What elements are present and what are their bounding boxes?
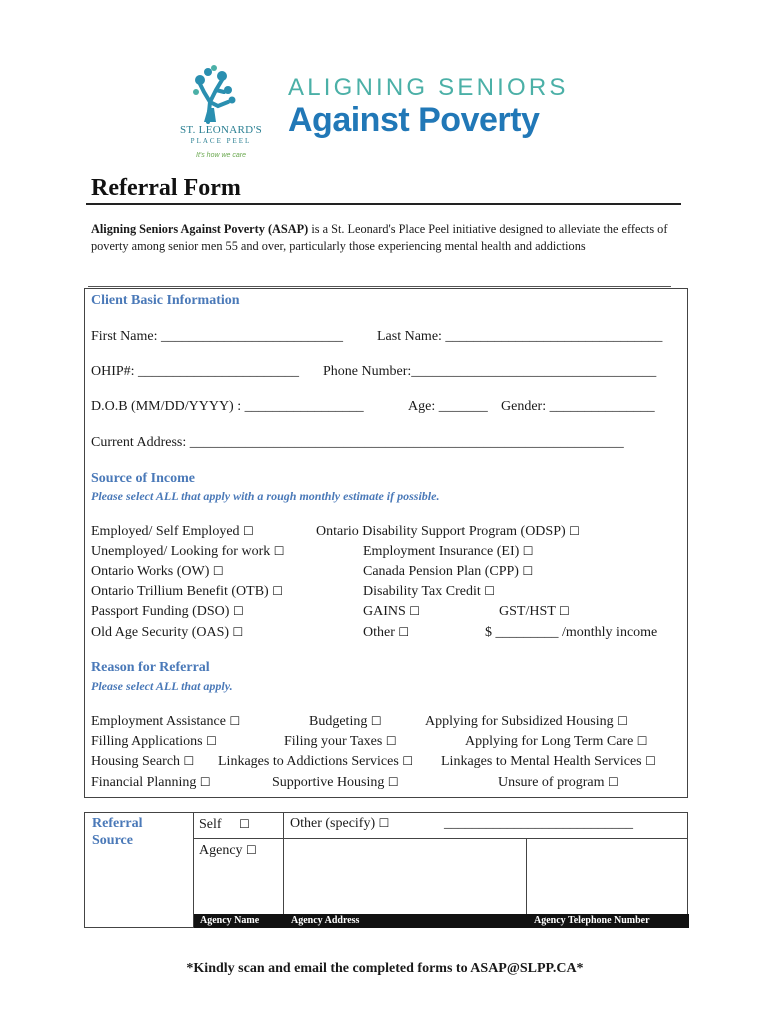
income-option[interactable]: Ontario Works (OW) ☐ xyxy=(91,564,224,579)
gender-field[interactable]: Gender: _______________ xyxy=(501,399,655,414)
checkbox[interactable]: ☐ xyxy=(522,564,534,578)
income-note: Please select ALL that apply with a rough monthly estimate if possible. xyxy=(91,489,440,503)
reason-option[interactable]: Applying for Subsidized Housing ☐ xyxy=(425,714,628,729)
reason-option[interactable]: Linkages to Mental Health Services ☐ xyxy=(441,754,656,769)
reason-option[interactable]: Applying for Long Term Care ☐ xyxy=(465,734,648,749)
income-option[interactable]: Employment Insurance (EI) ☐ xyxy=(363,544,534,559)
other-option[interactable]: Other (specify) ☐ xyxy=(290,816,390,831)
tree-logo-icon xyxy=(188,62,240,124)
agency-option[interactable]: Agency ☐ xyxy=(199,843,257,858)
referral-source-label: Referral Source xyxy=(92,816,143,848)
checkbox[interactable]: ☐ xyxy=(243,524,254,538)
title-divider xyxy=(86,203,681,205)
checkbox[interactable]: ☐ xyxy=(387,775,399,789)
monthly-income-field[interactable]: $ _________ /monthly income xyxy=(485,625,658,640)
checkbox[interactable]: ☐ xyxy=(273,544,285,558)
reason-option[interactable]: Filing your Taxes ☐ xyxy=(284,734,397,749)
ohip-field[interactable]: OHIP#: _______________________ xyxy=(91,364,300,379)
reason-option[interactable]: Financial Planning ☐ xyxy=(91,775,211,790)
checkbox[interactable]: ☐ xyxy=(617,714,628,728)
client-info-section xyxy=(84,288,688,798)
referral-source-table xyxy=(84,812,688,928)
checkbox[interactable]: ☐ xyxy=(370,714,382,728)
checkbox[interactable]: ☐ xyxy=(402,754,414,768)
income-option[interactable]: Other ☐ xyxy=(363,625,410,640)
age-field[interactable]: Age: _______ xyxy=(408,399,488,414)
email-instructions: *Kindly scan and email the completed forms to ASAP@SLPP.CA* xyxy=(186,961,584,976)
checkbox[interactable]: ☐ xyxy=(608,775,619,789)
checkbox[interactable]: ☐ xyxy=(183,754,195,768)
checkbox[interactable]: ☐ xyxy=(272,584,283,598)
reason-option[interactable]: Housing Search ☐ xyxy=(91,754,195,769)
checkbox[interactable]: ☐ xyxy=(385,734,397,748)
org-name: ST. LEONARD'S xyxy=(179,124,263,136)
checkbox[interactable]: ☐ xyxy=(246,843,257,857)
checkbox[interactable]: ☐ xyxy=(239,817,250,831)
reason-option[interactable]: Unsure of program ☐ xyxy=(498,775,619,790)
intro-lead: Aligning Seniors Against Poverty (ASAP) xyxy=(91,222,309,236)
income-title: Source of Income xyxy=(91,471,195,486)
checkbox[interactable]: ☐ xyxy=(232,604,244,618)
reason-option[interactable]: Linkages to Addictions Services ☐ xyxy=(218,754,414,769)
reason-option[interactable]: Employment Assistance ☐ xyxy=(91,714,241,729)
checkbox[interactable]: ☐ xyxy=(559,604,570,618)
intro-text: is a St. Leonard's Place Peel initiative designed to alleviate the effects of poverty among senior men 55 and over, particularly those experiencing mental health and addictions xyxy=(91,222,668,253)
first-name-field[interactable]: First Name: __________________________ xyxy=(91,329,343,344)
self-option[interactable]: Self ☐ xyxy=(199,817,250,832)
agency-columns-bar xyxy=(194,914,689,928)
income-option[interactable]: GST/HST ☐ xyxy=(499,604,570,619)
checkbox[interactable]: ☐ xyxy=(232,625,244,639)
checkbox[interactable]: ☐ xyxy=(378,816,390,830)
checkbox[interactable]: ☐ xyxy=(229,714,241,728)
income-option[interactable]: Ontario Disability Support Program (ODSP) ☐ xyxy=(316,524,580,539)
reason-option[interactable]: Supportive Housing ☐ xyxy=(272,775,399,790)
reason-option[interactable]: Budgeting ☐ xyxy=(309,714,382,729)
checkbox[interactable]: ☐ xyxy=(206,734,217,748)
checkbox[interactable]: ☐ xyxy=(409,604,421,618)
income-option[interactable]: Canada Pension Plan (CPP) ☐ xyxy=(363,564,534,579)
income-option[interactable]: GAINS ☐ xyxy=(363,604,421,619)
checkbox[interactable]: ☐ xyxy=(484,584,496,598)
other-specify-field[interactable]: ___________________________ xyxy=(444,816,633,831)
agency-phone-label: Agency Telephone Number xyxy=(534,915,650,926)
last-name-field[interactable]: Last Name: _______________________________ xyxy=(377,329,663,344)
income-option[interactable]: Old Age Security (OAS) ☐ xyxy=(91,625,244,640)
agency-address-label: Agency Address xyxy=(291,915,360,926)
checkbox[interactable]: ☐ xyxy=(398,625,410,639)
checkbox[interactable]: ☐ xyxy=(569,524,580,538)
checkbox[interactable]: ☐ xyxy=(645,754,656,768)
page-title: Referral Form xyxy=(91,175,241,201)
program-title-line1: ALIGNING SENIORS xyxy=(288,74,569,101)
agency-name-label: Agency Name xyxy=(200,915,260,926)
org-tagline: It's how we care xyxy=(196,152,246,159)
checkbox[interactable]: ☐ xyxy=(212,564,224,578)
client-info-title: Client Basic Information xyxy=(91,293,240,308)
checkbox[interactable]: ☐ xyxy=(522,544,534,558)
reason-title: Reason for Referral xyxy=(91,660,210,675)
intro-paragraph xyxy=(91,221,673,255)
income-option[interactable]: Disability Tax Credit ☐ xyxy=(363,584,496,599)
reason-option[interactable]: Filling Applications ☐ xyxy=(91,734,217,749)
checkbox[interactable]: ☐ xyxy=(636,734,648,748)
reason-note: Please select ALL that apply. xyxy=(91,679,233,693)
org-subname: PLACE PEEL xyxy=(190,137,252,145)
income-option[interactable]: Unemployed/ Looking for work ☐ xyxy=(91,544,285,559)
checkbox[interactable]: ☐ xyxy=(199,775,211,789)
program-title-line2: Against Poverty xyxy=(288,101,540,139)
income-option[interactable]: Employed/ Self Employed ☐ xyxy=(91,524,254,539)
income-option[interactable]: Passport Funding (DSO) ☐ xyxy=(91,604,244,619)
income-option[interactable]: Ontario Trillium Benefit (OTB) ☐ xyxy=(91,584,283,599)
phone-field[interactable]: Phone Number:___________________________________ xyxy=(323,364,657,379)
intro-divider xyxy=(88,286,671,287)
dob-field[interactable]: D.O.B (MM/DD/YYYY) : _________________ xyxy=(91,399,364,414)
address-field[interactable]: Current Address: ______________________________________________________________ xyxy=(91,435,624,450)
